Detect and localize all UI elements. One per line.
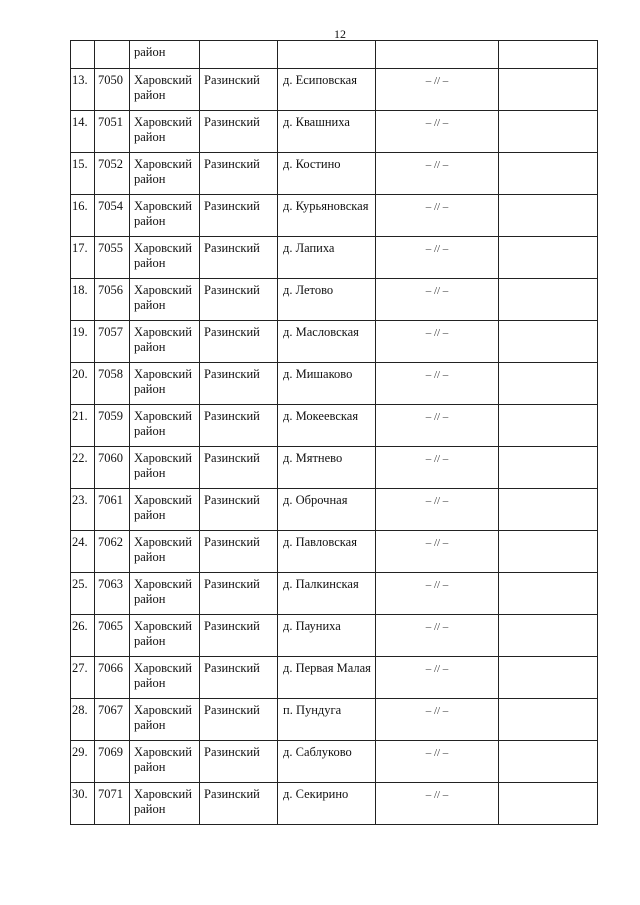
row-code: 7051 bbox=[98, 115, 123, 129]
row-district: Харовский район bbox=[134, 535, 192, 564]
row-note: – // – bbox=[425, 495, 449, 507]
row-locality: д. Мятнево bbox=[283, 451, 343, 465]
cell-settlement bbox=[200, 657, 278, 699]
cell-settlement bbox=[200, 111, 278, 153]
row-number: 19. bbox=[72, 325, 88, 339]
cell-locality bbox=[278, 111, 376, 153]
cell-code bbox=[95, 615, 130, 657]
row-note: – // – bbox=[425, 117, 449, 129]
cell-locality bbox=[278, 41, 376, 69]
row-locality: д. Курьяновская bbox=[283, 199, 369, 213]
row-settlement: Разинский bbox=[204, 619, 260, 633]
cell-note bbox=[376, 363, 499, 405]
cell-empty bbox=[499, 741, 598, 783]
cell-empty bbox=[499, 447, 598, 489]
row-settlement: Разинский bbox=[204, 745, 260, 759]
cell-num bbox=[71, 363, 95, 405]
cell-settlement bbox=[200, 237, 278, 279]
row-locality: д. Костино bbox=[283, 157, 341, 171]
table-row bbox=[71, 699, 598, 741]
row-number: 24. bbox=[72, 535, 88, 549]
row-number: 28. bbox=[72, 703, 88, 717]
row-settlement: Разинский bbox=[204, 577, 260, 591]
row-locality: д. Саблуково bbox=[283, 745, 352, 759]
row-number: 13. bbox=[72, 73, 88, 87]
cell-empty bbox=[499, 69, 598, 111]
row-note: – // – bbox=[425, 621, 449, 633]
cell-code bbox=[95, 783, 130, 825]
table-row bbox=[71, 573, 598, 615]
cell-num bbox=[71, 573, 95, 615]
cell-code bbox=[95, 111, 130, 153]
cell-empty bbox=[499, 489, 598, 531]
row-district: Харовский район bbox=[134, 409, 192, 438]
row-settlement: Разинский bbox=[204, 73, 260, 87]
cell-settlement bbox=[200, 699, 278, 741]
cell-num bbox=[71, 237, 95, 279]
row-district: Харовский район bbox=[134, 745, 192, 774]
cell-settlement bbox=[200, 69, 278, 111]
cell-district bbox=[130, 699, 200, 741]
cell-code bbox=[95, 363, 130, 405]
row-code: 7067 bbox=[98, 703, 123, 717]
row-locality: д. Первая Малая bbox=[283, 661, 371, 675]
registry-table-body bbox=[71, 41, 598, 825]
cell-locality bbox=[278, 615, 376, 657]
row-locality: д. Пауниха bbox=[283, 619, 341, 633]
row-note: – // – bbox=[425, 705, 449, 717]
row-settlement: Разинский bbox=[204, 787, 260, 801]
cell-empty bbox=[499, 783, 598, 825]
cell-num bbox=[71, 195, 95, 237]
row-locality: д. Масловская bbox=[283, 325, 359, 339]
row-code: 7050 bbox=[98, 73, 123, 87]
cell-district bbox=[130, 69, 200, 111]
row-code: 7071 bbox=[98, 787, 123, 801]
district-continuation: район bbox=[134, 45, 166, 59]
row-code: 7065 bbox=[98, 619, 123, 633]
row-note: – // – bbox=[425, 201, 449, 213]
cell-num bbox=[71, 783, 95, 825]
cell-settlement bbox=[200, 321, 278, 363]
cell-num bbox=[71, 405, 95, 447]
cell-code bbox=[95, 195, 130, 237]
cell-num bbox=[71, 699, 95, 741]
cell-num bbox=[71, 741, 95, 783]
row-settlement: Разинский bbox=[204, 535, 260, 549]
cell-code bbox=[95, 741, 130, 783]
cell-note bbox=[376, 153, 499, 195]
cell-district bbox=[130, 615, 200, 657]
row-locality: д. Мишаково bbox=[283, 367, 353, 381]
row-settlement: Разинский bbox=[204, 367, 260, 381]
row-code: 7055 bbox=[98, 241, 123, 255]
cell-num bbox=[71, 153, 95, 195]
cell-num bbox=[71, 489, 95, 531]
cell-locality bbox=[278, 321, 376, 363]
row-locality: д. Есиповская bbox=[283, 73, 357, 87]
row-settlement: Разинский bbox=[204, 283, 260, 297]
cell-empty bbox=[499, 237, 598, 279]
row-code: 7063 bbox=[98, 577, 123, 591]
cell-settlement bbox=[200, 489, 278, 531]
row-note: – // – bbox=[425, 537, 449, 549]
table-row bbox=[71, 447, 598, 489]
cell-empty bbox=[499, 699, 598, 741]
row-settlement: Разинский bbox=[204, 493, 260, 507]
table-row bbox=[71, 405, 598, 447]
row-note: – // – bbox=[425, 327, 449, 339]
table-row bbox=[71, 615, 598, 657]
cell-district bbox=[130, 279, 200, 321]
row-settlement: Разинский bbox=[204, 241, 260, 255]
row-note: – // – bbox=[425, 75, 449, 87]
cell-note bbox=[376, 41, 499, 69]
cell-note bbox=[376, 405, 499, 447]
cell-district bbox=[130, 531, 200, 573]
table-row bbox=[71, 153, 598, 195]
cell-settlement bbox=[200, 363, 278, 405]
table-row bbox=[71, 363, 598, 405]
row-number: 21. bbox=[72, 409, 88, 423]
cell-empty bbox=[499, 363, 598, 405]
cell-locality bbox=[278, 489, 376, 531]
cell-locality bbox=[278, 531, 376, 573]
cell-code bbox=[95, 69, 130, 111]
row-number: 25. bbox=[72, 577, 88, 591]
row-district: Харовский район bbox=[134, 367, 192, 396]
cell-empty bbox=[499, 321, 598, 363]
cell-empty bbox=[499, 573, 598, 615]
cell-num bbox=[71, 69, 95, 111]
row-settlement: Разинский bbox=[204, 157, 260, 171]
row-code: 7054 bbox=[98, 199, 123, 213]
cell-district bbox=[130, 111, 200, 153]
row-number: 18. bbox=[72, 283, 88, 297]
cell-district bbox=[130, 237, 200, 279]
cell-settlement bbox=[200, 279, 278, 321]
table-row bbox=[71, 111, 598, 153]
cell-empty bbox=[499, 41, 598, 69]
row-locality: д. Павловская bbox=[283, 535, 357, 549]
cell-num bbox=[71, 41, 95, 69]
row-number: 17. bbox=[72, 241, 88, 255]
table-row bbox=[71, 69, 598, 111]
cell-code bbox=[95, 531, 130, 573]
row-locality: д. Оброчная bbox=[283, 493, 348, 507]
row-code: 7061 bbox=[98, 493, 123, 507]
row-district: Харовский район bbox=[134, 283, 192, 312]
cell-district bbox=[130, 195, 200, 237]
row-district: Харовский район bbox=[134, 115, 192, 144]
cell-code bbox=[95, 657, 130, 699]
row-locality: д. Мокеевская bbox=[283, 409, 359, 423]
row-locality: д. Палкинская bbox=[283, 577, 359, 591]
cell-code bbox=[95, 447, 130, 489]
row-note: – // – bbox=[425, 411, 449, 423]
row-code: 7069 bbox=[98, 745, 123, 759]
cell-note bbox=[376, 699, 499, 741]
cell-note bbox=[376, 321, 499, 363]
row-number: 30. bbox=[72, 787, 88, 801]
row-number: 22. bbox=[72, 451, 88, 465]
row-code: 7062 bbox=[98, 535, 123, 549]
row-number: 20. bbox=[72, 367, 88, 381]
cell-code bbox=[95, 321, 130, 363]
table-row-continuation bbox=[71, 41, 598, 69]
row-settlement: Разинский bbox=[204, 325, 260, 339]
cell-settlement bbox=[200, 447, 278, 489]
cell-num bbox=[71, 615, 95, 657]
cell-empty bbox=[499, 531, 598, 573]
row-note: – // – bbox=[425, 747, 449, 759]
cell-locality bbox=[278, 195, 376, 237]
cell-district bbox=[130, 741, 200, 783]
cell-code bbox=[95, 153, 130, 195]
cell-district bbox=[130, 783, 200, 825]
row-settlement: Разинский bbox=[204, 703, 260, 717]
cell-district bbox=[130, 363, 200, 405]
row-settlement: Разинский bbox=[204, 115, 260, 129]
row-note: – // – bbox=[425, 243, 449, 255]
cell-locality bbox=[278, 699, 376, 741]
cell-empty bbox=[499, 657, 598, 699]
row-note: – // – bbox=[425, 453, 449, 465]
row-district: Харовский район bbox=[134, 493, 192, 522]
row-district: Харовский район bbox=[134, 661, 192, 690]
cell-district bbox=[130, 447, 200, 489]
cell-note bbox=[376, 195, 499, 237]
cell-note bbox=[376, 741, 499, 783]
cell-code bbox=[95, 237, 130, 279]
cell-locality bbox=[278, 573, 376, 615]
row-locality: д. Летово bbox=[283, 283, 334, 297]
cell-empty bbox=[499, 195, 598, 237]
row-note: – // – bbox=[425, 789, 449, 801]
row-number: 23. bbox=[72, 493, 88, 507]
cell-settlement bbox=[200, 783, 278, 825]
cell-empty bbox=[499, 279, 598, 321]
cell-locality bbox=[278, 657, 376, 699]
cell-code bbox=[95, 279, 130, 321]
row-number: 16. bbox=[72, 199, 88, 213]
table-row bbox=[71, 279, 598, 321]
cell-settlement bbox=[200, 153, 278, 195]
row-district: Харовский район bbox=[134, 73, 192, 102]
cell-num bbox=[71, 321, 95, 363]
row-code: 7057 bbox=[98, 325, 123, 339]
cell-settlement bbox=[200, 573, 278, 615]
row-district: Харовский район bbox=[134, 241, 192, 270]
row-locality: п. Пундуга bbox=[283, 703, 342, 717]
cell-code bbox=[95, 489, 130, 531]
cell-note bbox=[376, 279, 499, 321]
cell-district bbox=[130, 657, 200, 699]
cell-empty bbox=[499, 111, 598, 153]
cell-note bbox=[376, 783, 499, 825]
table-row bbox=[71, 195, 598, 237]
row-settlement: Разинский bbox=[204, 661, 260, 675]
cell-code bbox=[95, 405, 130, 447]
cell-locality bbox=[278, 237, 376, 279]
cell-district bbox=[130, 41, 200, 69]
cell-note bbox=[376, 237, 499, 279]
cell-num bbox=[71, 531, 95, 573]
row-settlement: Разинский bbox=[204, 199, 260, 213]
row-code: 7060 bbox=[98, 451, 123, 465]
row-district: Харовский район bbox=[134, 157, 192, 186]
cell-settlement bbox=[200, 405, 278, 447]
cell-locality bbox=[278, 405, 376, 447]
cell-note bbox=[376, 69, 499, 111]
cell-locality bbox=[278, 741, 376, 783]
row-number: 27. bbox=[72, 661, 88, 675]
row-code: 7058 bbox=[98, 367, 123, 381]
cell-empty bbox=[499, 153, 598, 195]
row-note: – // – bbox=[425, 579, 449, 591]
row-district: Харовский район bbox=[134, 787, 192, 816]
row-locality: д. Квашниха bbox=[283, 115, 350, 129]
cell-district bbox=[130, 573, 200, 615]
row-number: 14. bbox=[72, 115, 88, 129]
cell-empty bbox=[499, 615, 598, 657]
cell-code bbox=[95, 41, 130, 69]
cell-num bbox=[71, 111, 95, 153]
cell-note bbox=[376, 615, 499, 657]
row-locality: д. Лапиха bbox=[283, 241, 335, 255]
row-district: Харовский район bbox=[134, 199, 192, 228]
cell-note bbox=[376, 657, 499, 699]
row-note: – // – bbox=[425, 369, 449, 381]
cell-num bbox=[71, 447, 95, 489]
cell-code bbox=[95, 699, 130, 741]
cell-note bbox=[376, 489, 499, 531]
row-code: 7066 bbox=[98, 661, 123, 675]
cell-district bbox=[130, 153, 200, 195]
row-code: 7056 bbox=[98, 283, 123, 297]
cell-locality bbox=[278, 153, 376, 195]
cell-settlement bbox=[200, 741, 278, 783]
cell-settlement bbox=[200, 195, 278, 237]
cell-note bbox=[376, 111, 499, 153]
cell-district bbox=[130, 489, 200, 531]
cell-district bbox=[130, 405, 200, 447]
cell-note bbox=[376, 573, 499, 615]
table-row bbox=[71, 321, 598, 363]
table-row bbox=[71, 783, 598, 825]
cell-note bbox=[376, 447, 499, 489]
cell-locality bbox=[278, 279, 376, 321]
row-locality: д. Секирино bbox=[283, 787, 349, 801]
cell-district bbox=[130, 321, 200, 363]
row-district: Харовский район bbox=[134, 577, 192, 606]
cell-locality bbox=[278, 363, 376, 405]
cell-settlement bbox=[200, 41, 278, 69]
cell-locality bbox=[278, 69, 376, 111]
cell-empty bbox=[499, 405, 598, 447]
cell-code bbox=[95, 573, 130, 615]
row-number: 15. bbox=[72, 157, 88, 171]
cell-num bbox=[71, 657, 95, 699]
row-settlement: Разинский bbox=[204, 451, 260, 465]
cell-locality bbox=[278, 783, 376, 825]
cell-num bbox=[71, 279, 95, 321]
row-code: 7059 bbox=[98, 409, 123, 423]
row-number: 29. bbox=[72, 745, 88, 759]
row-district: Харовский район bbox=[134, 325, 192, 354]
row-number: 26. bbox=[72, 619, 88, 633]
table-row bbox=[71, 489, 598, 531]
row-settlement: Разинский bbox=[204, 409, 260, 423]
row-district: Харовский район bbox=[134, 451, 192, 480]
row-note: – // – bbox=[425, 663, 449, 675]
row-district: Харовский район bbox=[134, 703, 192, 732]
table-row bbox=[71, 531, 598, 573]
page-number: 12 bbox=[334, 27, 346, 41]
cell-settlement bbox=[200, 531, 278, 573]
registry-table bbox=[70, 40, 598, 825]
cell-note bbox=[376, 531, 499, 573]
row-note: – // – bbox=[425, 285, 449, 297]
table-row bbox=[71, 657, 598, 699]
row-district: Харовский район bbox=[134, 619, 192, 648]
table-row bbox=[71, 741, 598, 783]
row-note: – // – bbox=[425, 159, 449, 171]
table-row bbox=[71, 237, 598, 279]
cell-locality bbox=[278, 447, 376, 489]
cell-settlement bbox=[200, 615, 278, 657]
row-code: 7052 bbox=[98, 157, 123, 171]
